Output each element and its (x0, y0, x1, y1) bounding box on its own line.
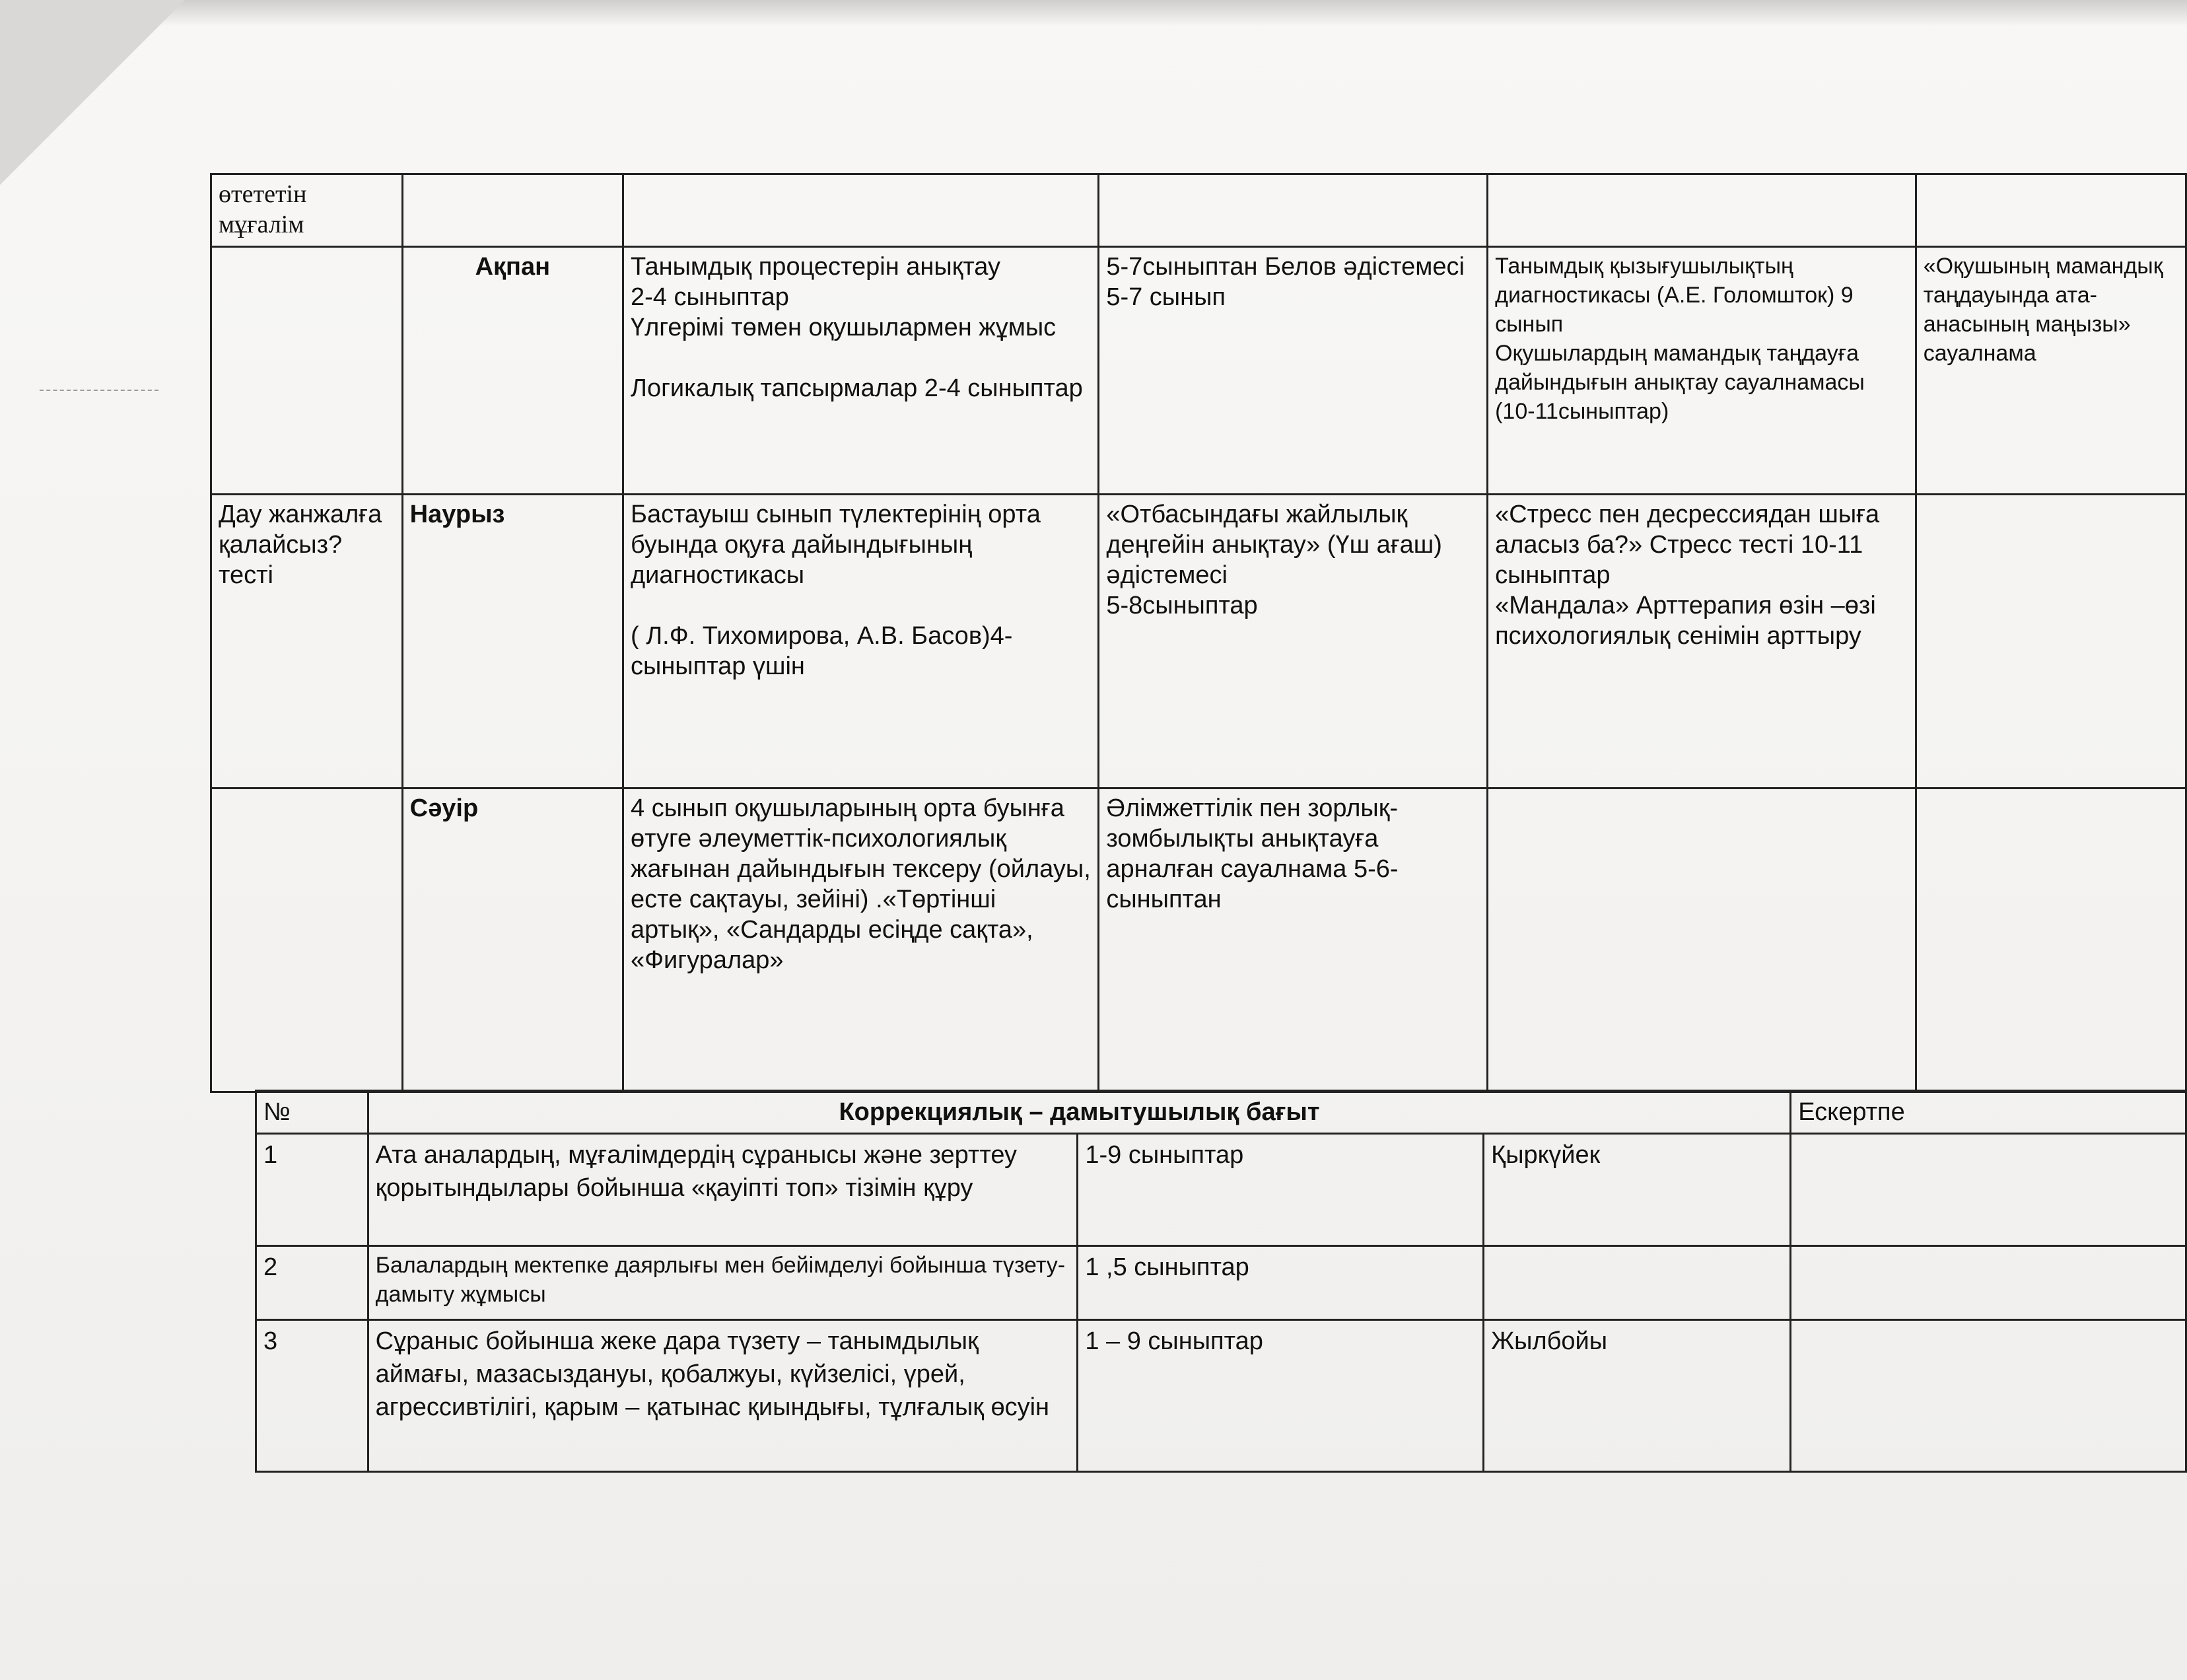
table-cell (211, 788, 403, 1092)
cell-text: 1 ,5 сыныптар (1085, 1253, 1249, 1281)
table-row (256, 1246, 2186, 1320)
table-cell (256, 1134, 368, 1246)
cell-text: «Отбасындағы жайлылық деңгейін анықтау» (Үш ағаш) әдістемесі 5-8сыныптар (1106, 501, 1442, 619)
cell-text: Қыркүйек (1491, 1141, 1601, 1169)
table-cell (1484, 1134, 1791, 1246)
table-cell (1488, 247, 1916, 495)
cell-text: 1-9 сыныптар (1085, 1141, 1244, 1169)
table-cell (1791, 1246, 2186, 1320)
cell-text: өтететін мұғалім (219, 180, 307, 238)
cell-text: 4 сынып оқушыларының орта буынға өтуге әлеуметтік-психологиялық жағынан дайындығын тексеру (ойлауы, есте сақтауы, зейіні) .«Төртінші артық», «Сандарды есіңде сақта», «Фигуралар» (631, 794, 1091, 974)
header-text: Ескертпе (1798, 1098, 1905, 1126)
header-text: № (263, 1098, 291, 1126)
table-cell (1484, 1320, 1791, 1472)
note-header (1791, 1091, 2186, 1134)
table-cell (1488, 174, 1916, 247)
table-cell (1099, 247, 1488, 495)
cell-text: Әлімжеттілік пен зорлық-зомбылықты анықтауға арналған сауалнама 5-6-сыныптан (1106, 794, 1399, 913)
table-cell (256, 1246, 368, 1320)
cell-text: 1 – 9 сыныптар (1085, 1327, 1263, 1355)
table-row (256, 1320, 2186, 1472)
table-cell (1484, 1246, 1791, 1320)
table-cell (623, 174, 1099, 247)
table-row (211, 495, 2186, 788)
table-cell (1099, 495, 1488, 788)
table-cell (1916, 495, 2186, 788)
table-cell (1916, 788, 2186, 1092)
cell-text: 1 (263, 1141, 278, 1169)
table-cell (402, 174, 623, 247)
table-cell (623, 495, 1099, 788)
table-cell (1791, 1320, 2186, 1472)
table-cell (368, 1320, 1078, 1472)
table-cell (1099, 788, 1488, 1092)
month-cell (402, 788, 623, 1092)
cell-text: Танымдық процестерін анықтау 2-4 сыныптар Үлгерімі төмен оқушылармен жұмыс Логикалық тапсырмалар 2-4 сыныптар (631, 253, 1083, 402)
table-cell (211, 247, 403, 495)
month-cell (402, 247, 623, 495)
cell-text: Бастауыш сынып түлектерінің орта буында оқуға дайындығының диагностикасы ( Л.Ф. Тихомирова, А.В. Басов)4-сыныптар үшін (631, 501, 1041, 680)
cell-text: Балалардың мектепке даярлығы мен бейімделуі бойынша түзету-дамыту жұмысы (375, 1253, 1066, 1307)
plan-table-top (210, 173, 2187, 1093)
margin-mark (40, 390, 158, 392)
cell-text: 5-7сыныптан Белов әдістемесі 5-7 сынып (1106, 253, 1465, 311)
direction-header (368, 1091, 1791, 1134)
folded-corner (0, 0, 185, 185)
table-cell (1078, 1246, 1484, 1320)
cell-text: Танымдық қызығушылықтың диагностикасы (А.Е. Голомшток) 9 сынып Оқушылардың мамандық таңдауға дайындығын анықтау сауалнамасы (10-11сыныптар) (1495, 254, 1865, 424)
header-text: Коррекциялық – дамытушылық бағыт (839, 1098, 1320, 1126)
cell-text: Ата аналардың, мұғалімдердің сұранысы және зерттеу қорытындылары бойынша «қауіпті топ» тізімін құру (375, 1141, 1018, 1202)
table-cell (256, 1320, 368, 1472)
scan-shadow (0, 0, 2187, 26)
table-cell (1099, 174, 1488, 247)
table-cell (1791, 1134, 2186, 1246)
cell-text: 3 (263, 1327, 278, 1355)
cell-text: Сұраныс бойынша жеке дара түзету – танымдылық аймағы, мазасыздануы, қобалжуы, күйзелісі, үрей, агрессивтілігі, қарым – қатынас қиындығы, тұлғалық өсуін (375, 1327, 1050, 1421)
month-cell (402, 495, 623, 788)
cell-text: «Оқушының мамандық таңдауында ата-анасының маңызы» сауалнама (1923, 254, 2163, 366)
table-cell (623, 247, 1099, 495)
table-row (256, 1134, 2186, 1246)
table-row (211, 788, 2186, 1092)
cell-text: «Стресс пен десрессиядан шыға аласыз ба?» Стресс тесті 10-11 сыныптар «Мандала» Арттерапия өзін –өзі психологиялық сенімін арттыру (1495, 501, 1880, 650)
table-cell (1488, 495, 1916, 788)
teacher-cell (211, 174, 403, 247)
table-row (211, 247, 2186, 495)
table-header-row (256, 1091, 2186, 1134)
table-cell (1916, 174, 2186, 247)
cell-text: Дау жанжалға қалайсыз? тесті (219, 501, 382, 589)
cell-text: 2 (263, 1253, 278, 1281)
table-cell (368, 1134, 1078, 1246)
table-cell (1078, 1320, 1484, 1472)
month-label: Сәуір (409, 794, 479, 822)
table-row (211, 174, 2186, 247)
month-label: Ақпан (475, 253, 551, 281)
month-label: Наурыз (409, 501, 505, 528)
table-cell (368, 1246, 1078, 1320)
num-header (256, 1091, 368, 1134)
table-cell (1916, 247, 2186, 495)
cell-text: Жылбойы (1491, 1327, 1608, 1355)
table-cell (1488, 788, 1916, 1092)
table-cell (1078, 1134, 1484, 1246)
table-cell (211, 495, 403, 788)
correction-table (255, 1090, 2187, 1473)
table-cell (623, 788, 1099, 1092)
